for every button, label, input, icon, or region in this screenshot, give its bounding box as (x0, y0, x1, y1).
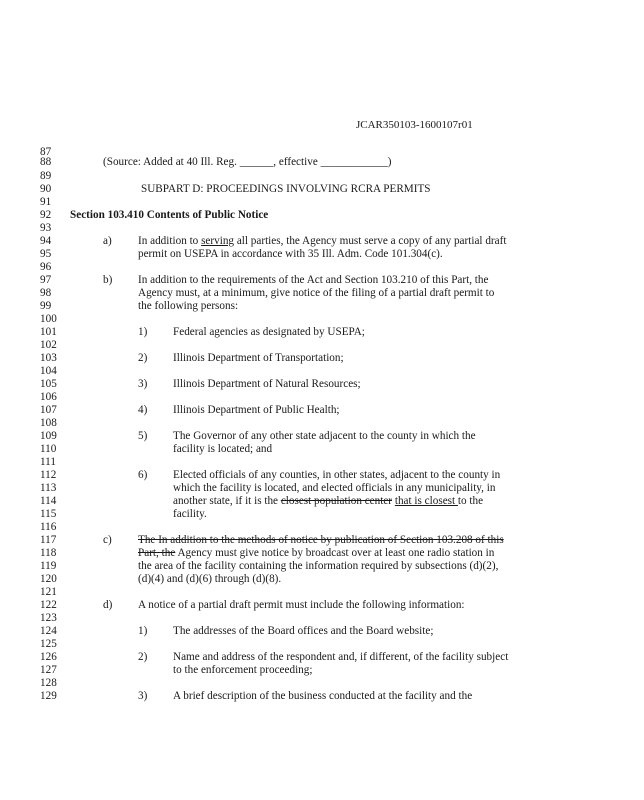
line-number: 129 (40, 690, 57, 702)
b-item-6-line-1: Elected officials of any counties, in other states, adjacent to the county in (173, 469, 501, 481)
d-item-1-label: 1) (138, 625, 148, 637)
line-number: 92 (40, 209, 52, 221)
line-number: 102 (40, 339, 57, 351)
document-id: JCAR350103-1600107r01 (356, 119, 473, 131)
line-number: 125 (40, 638, 57, 650)
line-number: 107 (40, 404, 57, 416)
d-item-2-line-2: to the enforcement proceeding; (173, 664, 313, 676)
line-number: 103 (40, 352, 57, 364)
line-number: 126 (40, 651, 57, 663)
d-item-3-label: 3) (138, 690, 148, 702)
b-item-1-label: 1) (138, 326, 148, 338)
line-number: 111 (40, 456, 56, 468)
b-item-4: Illinois Department of Public Health; (173, 404, 340, 416)
line-number: 118 (40, 547, 57, 559)
label-d: d) (103, 599, 113, 611)
line-number: 94 (40, 235, 52, 247)
line-number: 104 (40, 365, 57, 377)
label-b: b) (103, 274, 113, 286)
line-number: 124 (40, 625, 57, 637)
b-item-6-line-2: which the facility is located, and elected officials in any municipality, in (173, 482, 496, 494)
d-line-1: A notice of a partial draft permit must include the following information: (138, 599, 465, 611)
line-number: 91 (40, 196, 52, 208)
subpart-heading: SUBPART D: PROCEEDINGS INVOLVING RCRA PERMITS (141, 183, 431, 195)
b-line-2: Agency must, at a minimum, give notice of the filing of a partial draft permit to (138, 287, 495, 299)
line-number: 127 (40, 664, 57, 676)
line-number: 108 (40, 417, 57, 429)
line-number: 113 (40, 482, 57, 494)
line-number: 90 (40, 183, 52, 195)
b-item-4-label: 4) (138, 404, 148, 416)
b-item-6-line-3: another state, if it is the closest population center that is closest to the (173, 495, 484, 507)
b-item-6-label: 6) (138, 469, 148, 481)
line-number: 93 (40, 222, 52, 234)
line-number: 96 (40, 261, 52, 273)
label-a: a) (103, 235, 112, 247)
line-number: 119 (40, 560, 57, 572)
line-number: 106 (40, 391, 57, 403)
line-number: 99 (40, 300, 52, 312)
a-line-1: In addition to serving all parties, the Agency must serve a copy of any partial draft (138, 235, 507, 247)
line-number: 120 (40, 573, 57, 585)
b-item-5-line-2: facility is located; and (173, 443, 273, 455)
b-item-6-line-4: facility. (173, 508, 207, 520)
line-number: 122 (40, 599, 57, 611)
label-c: c) (103, 534, 112, 546)
c-line-4: (d)(4) and (d)(6) through (d)(8). (138, 573, 282, 585)
a-line-2: permit on USEPA in accordance with 35 Ill. Adm. Code 101.304(c). (138, 248, 443, 260)
section-heading: Section 103.410 Contents of Public Notice (70, 209, 269, 221)
line-number: 95 (40, 248, 52, 260)
d-item-1: The addresses of the Board offices and the Board website; (173, 625, 434, 637)
deleted-text: closest population center (280, 495, 393, 507)
line-number: 112 (40, 469, 57, 481)
inserted-text: that is closest (394, 495, 458, 507)
line-number: 87 (40, 146, 52, 158)
c-line-3: the area of the facility containing the information required by subsections (d)(2), (138, 560, 499, 572)
b-line-1: In addition to the requirements of the Act and Section 103.210 of this Part, the (138, 274, 489, 286)
line-number: 115 (40, 508, 57, 520)
b-item-1: Federal agencies as designated by USEPA; (173, 326, 365, 338)
deleted-text: Part, the (138, 547, 176, 559)
line-number: 114 (40, 495, 57, 507)
source-note: (Source: Added at 40 Ill. Reg. ______, effective ____________) (103, 156, 392, 168)
b-item-3: Illinois Department of Natural Resources; (173, 378, 361, 390)
b-item-5-line-1: The Governor of any other state adjacent to the county in which the (173, 430, 476, 442)
line-number: 98 (40, 287, 52, 299)
line-number: 100 (40, 313, 57, 325)
line-number: 117 (40, 534, 57, 546)
b-item-3-label: 3) (138, 378, 148, 390)
line-number: 97 (40, 274, 52, 286)
b-line-3: the following persons: (138, 300, 239, 312)
line-number: 123 (40, 612, 57, 624)
line-number: 109 (40, 430, 57, 442)
line-number: 101 (40, 326, 57, 338)
b-item-5-label: 5) (138, 430, 148, 442)
d-item-2-label: 2) (138, 651, 148, 663)
inserted-text: serving (201, 235, 235, 247)
c-line-2: Part, the Agency must give notice by broadcast over at least one radio station in (138, 547, 495, 559)
line-number: 128 (40, 677, 57, 689)
line-number: 89 (40, 170, 52, 182)
b-item-2-label: 2) (138, 352, 148, 364)
b-item-2: Illinois Department of Transportation; (173, 352, 344, 364)
line-number: 116 (40, 521, 57, 533)
line-number: 121 (40, 586, 57, 598)
line-number: 110 (40, 443, 57, 455)
d-item-2-line-1: Name and address of the respondent and, if different, of the facility subject (173, 651, 509, 663)
c-line-1-deleted: The In addition to the methods of notice by publication of Section 103.208 of this (138, 534, 504, 546)
line-number: 88 (40, 156, 52, 168)
d-item-3-line-1: A brief description of the business conducted at the facility and the (173, 690, 473, 702)
line-number: 105 (40, 378, 57, 390)
